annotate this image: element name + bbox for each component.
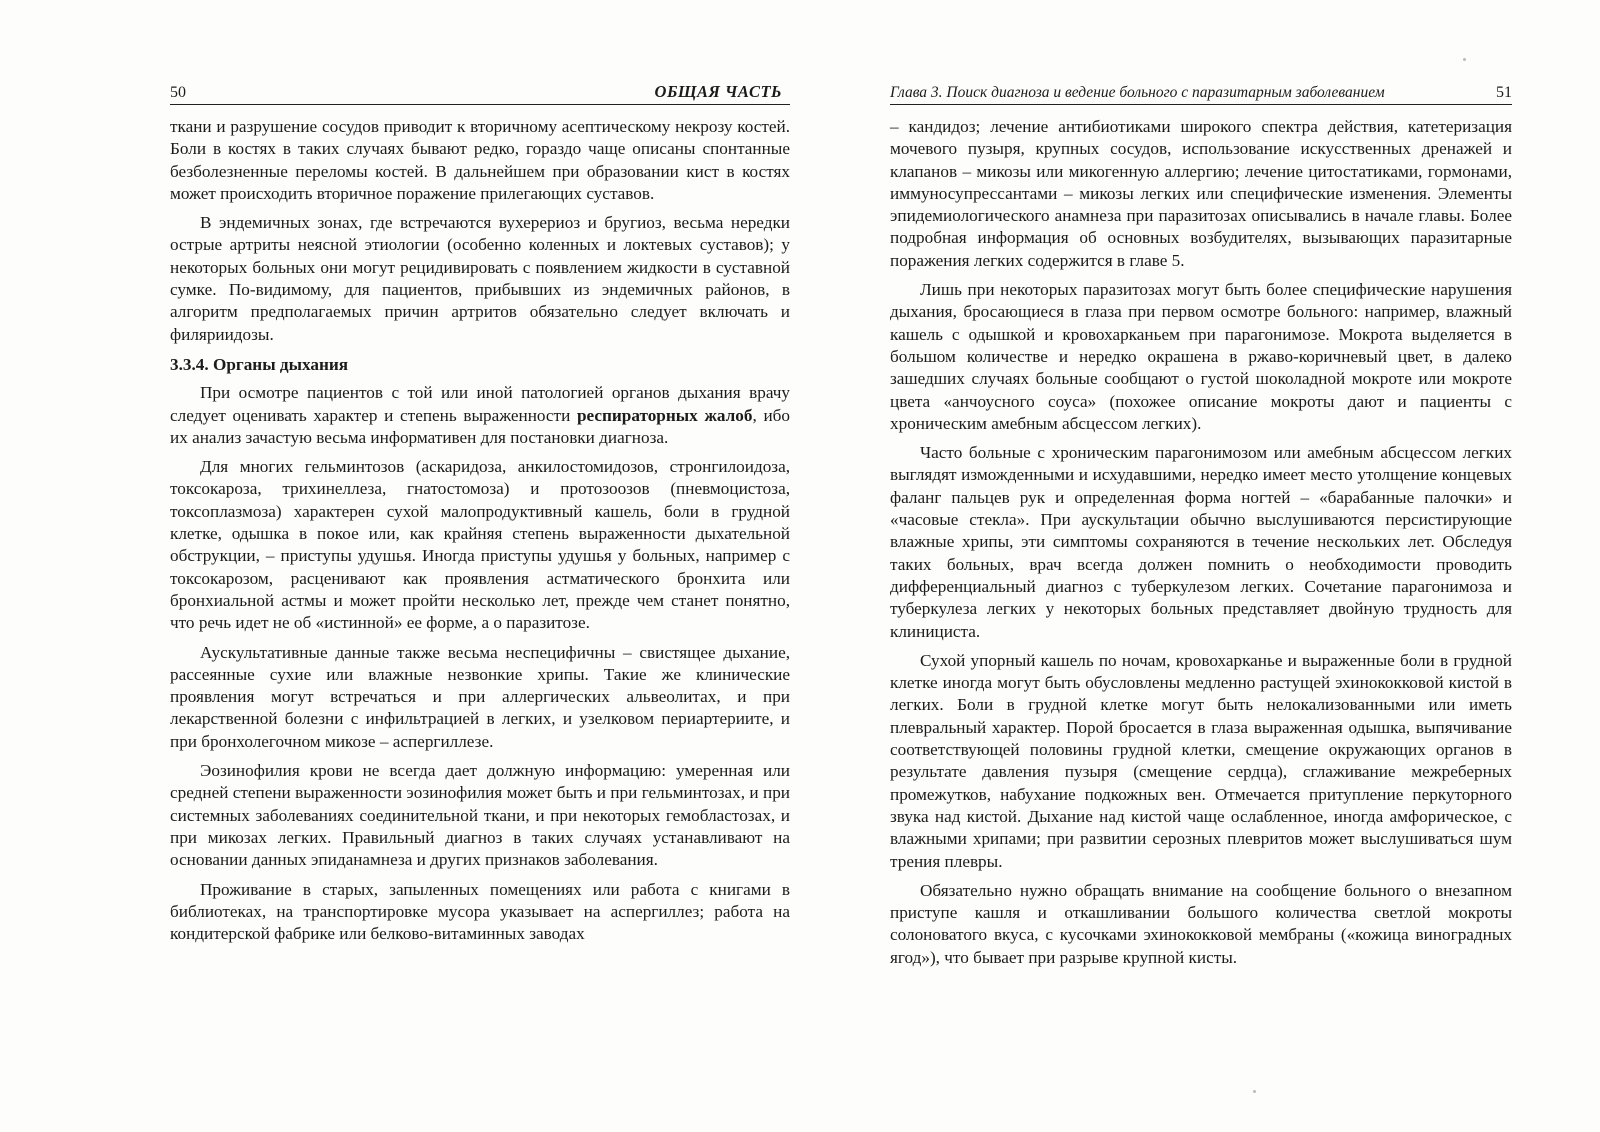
right-page-number: 51 <box>1496 84 1512 101</box>
paragraph-text: При осмотре пациентов с той или иной патологией органов дыхания врачу следует оценивать характер и степень выраженности <box>170 383 790 425</box>
left-running-head <box>170 80 790 105</box>
scan-speck <box>1253 1090 1256 1093</box>
left-body-text <box>170 116 790 952</box>
paragraph-text: , ибо их анализ зачастую весьма информативен для постановки диагноза. <box>170 405 791 447</box>
right-running-head <box>890 80 1512 105</box>
right-page <box>890 0 1512 1132</box>
section-heading: 3.3.4. Органы дыхания <box>170 354 349 374</box>
left-running-title: ОБЩАЯ ЧАСТЬ <box>654 82 782 101</box>
right-running-title: Глава 3. Поиск диагноза и ведение больного с паразитарным заболеванием <box>890 84 1385 101</box>
paragraph: Сухой упорный кашель по ночам, кровохарканье и выраженные боли в грудной клетке иногда могут быть обусловлены медленно растущей эхинококковой кистой в легких. Боли в грудной клетке могут быть нелокализованными или иметь плевральный характер. Порой бросается в глаза выраженная одышка, выпячивание соответствующей половины грудной клетки, смещение окружающих органов в результате давления пузыря (смещение сердца), сглаживание межреберных промежутков, набухание подкожных вен. Отмечается притупление перкуторного звука над кистой. Дыхание над кистой чаще ослабленное, иногда амфорическое, с влажными хрипами; при развитии серозных плевритов может выслушиваться шум трения плевры. <box>890 650 1512 871</box>
bold-term: респираторных жалоб <box>576 405 753 425</box>
paragraph <box>170 382 790 449</box>
paragraph: Аускультативные данные также весьма неспецифичны – свистящее дыхание, рассеянные сухие или влажные незвонкие хрипы. Такие же клинические проявления могут встречаться и при аллергических альвеолитах, и при лекарственной болезни с инфильтрацией в легких, и узелковом периартериите, и при бронхолегочном микозе – аспергиллезе. <box>170 642 790 751</box>
paragraph: Часто больные с хроническим парагонимозом или амебным абсцессом легких выглядят изможденными и исхудавшими, нередко имеет место утолщение концевых фаланг пальцев рук и определенная форма ногтей – «барабанные палочки» и «часовые стекла». При аускультации обычно выслушиваются персистирующие влажные хрипы, эти симптомы сохраняются в течение нескольких лет. Обследуя таких больных, врач всегда должен помнить о необходимости проводить дифференциальный диагноз с туберкулезом легких. Сочетание парагонимоза и туберкулеза легких у некоторых больных представляет двойную трудность для клинициста. <box>890 443 1512 641</box>
right-body-text <box>890 116 1512 976</box>
paragraph: Для многих гельминтозов (аскаридоза, анкилостомидозов, стронгилоидоза, токсокароза, трихинеллеза, гнатостомоза) и протозоозов (пневмоцистоза, токсоплазмоза) характерен сухой малопродуктивный кашель, боли в грудной клетке, одышка в покое или, как крайняя степень выраженности дыхательной обструкции, – приступы удушья. Иногда приступы удушья у больных, например с токсокарозом, расценивают как проявления астматического бронхита или бронхиальной астмы и может пройти несколько лет, прежде чем станет понятно, что речь идет не об «истинной» ее форме, а о паразитозе. <box>170 457 790 633</box>
paragraph: ткани и разрушение сосудов приводит к вторичному асептическому некрозу костей. Боли в костях в таких случаях бывают редко, гораздо чаще описаны спонтанные безболезненные переломы костей. В дальнейшем при образовании кист в костях может происходить вторичное поражение прилегающих суставов. <box>170 117 790 203</box>
scan-speck <box>1463 58 1466 61</box>
paragraph: – кандидоз; лечение антибиотиками широкого спектра действия, катетеризация мочевого пузыря, крупных сосудов, использование искусственных дренажей и клапанов – микозы или микогенную аллергию; лечение цитостатиками, гормонами, иммуносупрессантами – микозы легких или специфические изменения. Элементы эпидемиологического анамнеза при паразитозах описывались в начале главы. Более подробная информация об основных возбудителях, вызывающих паразитарные поражения легких содержится в главе 5. <box>890 117 1512 270</box>
paragraph: Лишь при некоторых паразитозах могут быть более специфические нарушения дыхания, бросающиеся в глаза при первом осмотре больного: например, влажный кашель с одышкой и кровохарканьем при парагонимозе. Мокрота выделяется в большом количестве и нередко окрашена в ржаво-коричневый цвет, в далеко зашедших случаях больные сообщают о густой шоколадной мокроте или мокроте цвета «анчоусного соуса» (похожее описание мокроты дают и пациенты с хроническим амебным абсцессом легких). <box>890 280 1512 433</box>
left-page <box>170 0 790 1132</box>
paragraph: В эндемичных зонах, где встречаются вухерериоз и бругиоз, весьма нередки острые артриты неясной этиологии (особенно коленных и локтевых суставов); у некоторых больных они могут рецидивировать с появлением жидкости в суставной сумке. По-видимому, для пациентов, прибывших из эндемичных районов, в алгоритм предполагаемых причин артритов обязательно следует включать и филяриидозы. <box>170 213 790 344</box>
left-page-number: 50 <box>170 84 186 101</box>
paragraph: Проживание в старых, запыленных помещениях или работа с книгами в библиотеках, на транспортировке мусора указывает на аспергиллез; работа на кондитерской фабрике или белково-витаминных заводах <box>170 879 790 944</box>
paragraph: Обязательно нужно обращать внимание на сообщение больного о внезапном приступе кашля и откашливании большого количества светлой мокроты солоноватого вкуса, с кусочками эхинококковой мембраны («кожица виноградных ягод»), что бывает при разрыве крупной кисты. <box>890 880 1512 967</box>
paragraph: Эозинофилия крови не всегда дает должную информацию: умеренная или средней степени выраженности эозинофилия может быть и при гельминтозах, и при системных заболеваниях соединительной ткани, и при некоторых гемобластозах, и при микозах легких. Правильный диагноз в таких случаях устанавливают на основании данных эпиданамнеза и других признаков заболевания. <box>170 761 790 870</box>
